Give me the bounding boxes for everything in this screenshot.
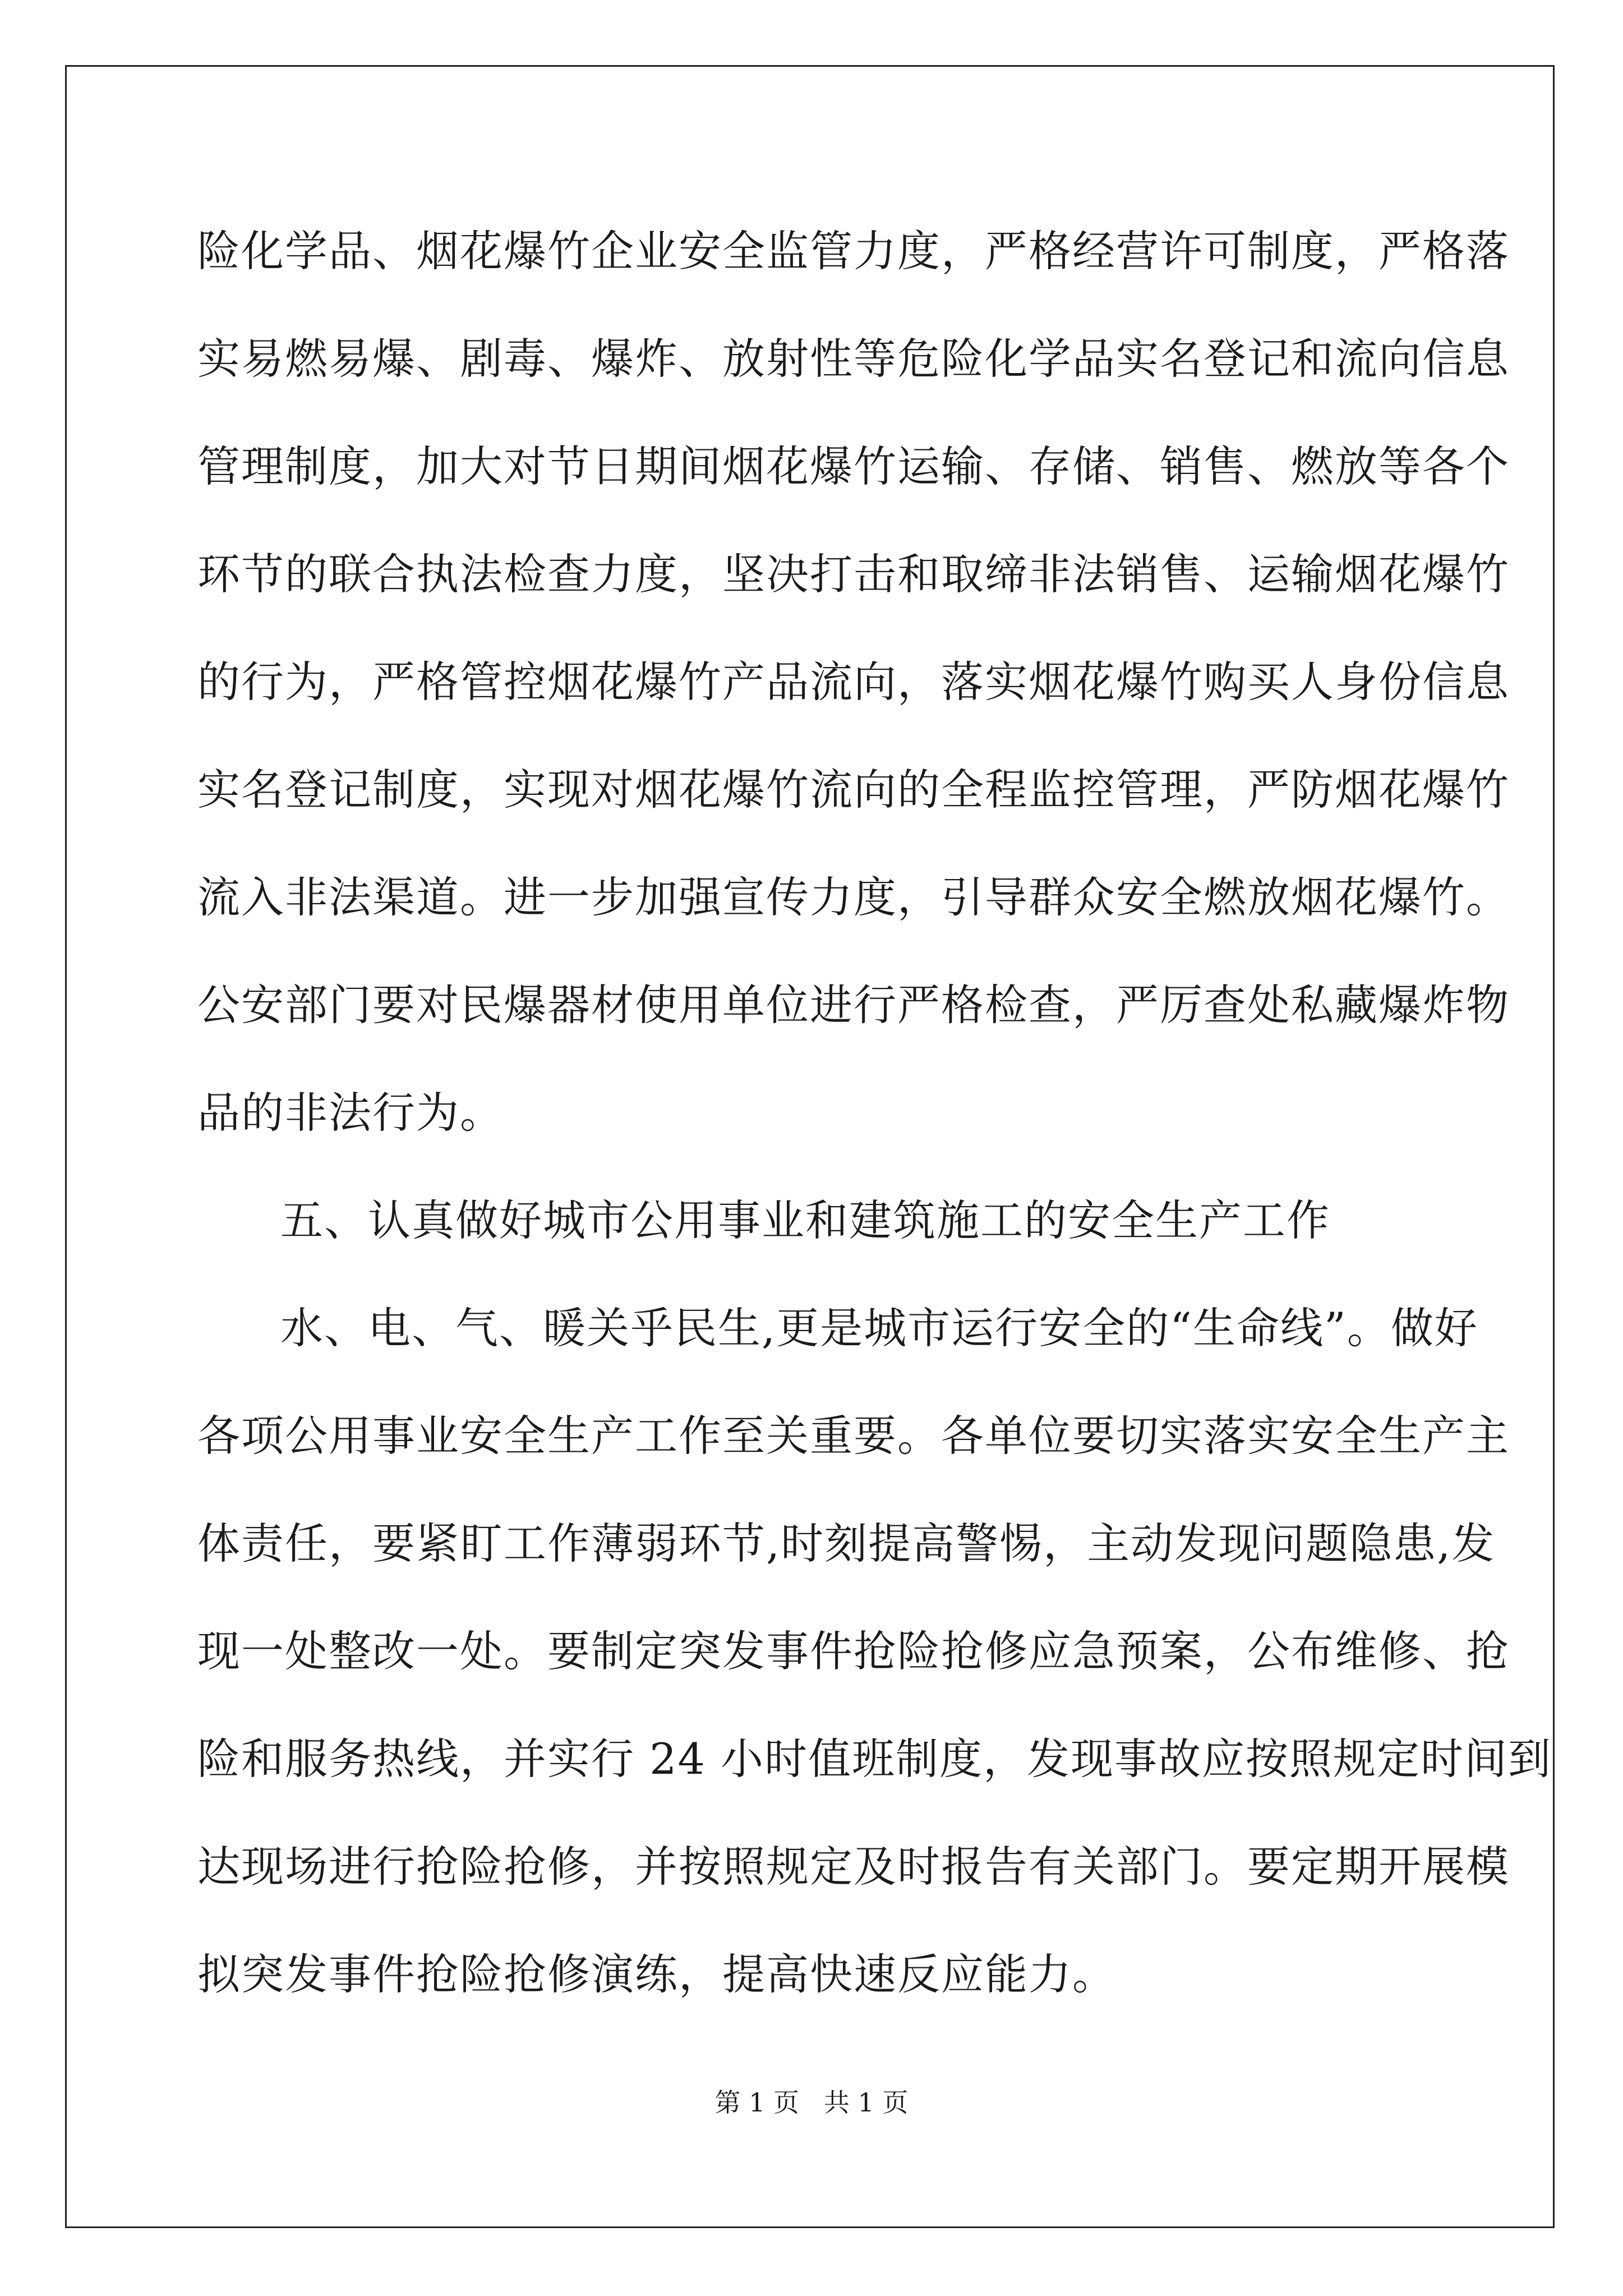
paragraph-line: 险化学品、烟花爆竹企业安全监管力度，严格经营许可制度，严格落: [197, 226, 1510, 276]
paragraph-line: 险和服务热线，并实行 24 小时值班制度，发现事故应按照规定时间到: [197, 1734, 1552, 1784]
paragraph-line: 现一处整改一处。要制定突发事件抢险抢修应急预案，公布维修、抢: [197, 1626, 1510, 1676]
page-number-footer: 第 1 页 共 1 页: [714, 2087, 909, 2118]
paragraph-line: 实名登记制度，实现对烟花爆竹流向的全程监控管理，严防烟花爆竹: [197, 765, 1510, 815]
paragraph-line: 管理制度，加大对节日期间烟花爆竹运输、存储、销售、燃放等各个: [197, 441, 1510, 491]
paragraph-line: 达现场进行抢险抢修，并按照规定及时报告有关部门。要定期开展模: [197, 1842, 1510, 1892]
paragraph-line: 流入非法渠道。进一步加强宣传力度，引导群众安全燃放烟花爆竹。: [197, 872, 1510, 922]
paragraph-line: 的行为，严格管控烟花爆竹产品流向，落实烟花爆竹购买人身份信息: [197, 657, 1510, 707]
paragraph-line: 体责任，要紧盯工作薄弱环节,时刻提高警惕，主动发现问题隐患,发: [197, 1519, 1496, 1568]
paragraph-line: 实易燃易爆、剧毒、爆炸、放射性等危险化学品实名登记和流向信息: [197, 334, 1510, 384]
section-heading: 五、认真做好城市公用事业和建筑施工的安全生产工作: [280, 1195, 1330, 1245]
paragraph-line: 水、电、气、暖关乎民生,更是城市运行安全的“生命线”。做好: [280, 1303, 1478, 1353]
paragraph-line: 环节的联合执法检查力度，坚决打击和取缔非法销售、运输烟花爆竹: [197, 549, 1510, 599]
page-border: [65, 65, 1555, 2228]
paragraph-line: 品的非法行为。: [197, 1088, 504, 1138]
paragraph-line: 各项公用事业安全生产工作至关重要。各单位要切实落实安全生产主: [197, 1411, 1510, 1461]
paragraph-line: 拟突发事件抢险抢修演练，提高快速反应能力。: [197, 1949, 1116, 1999]
paragraph-line: 公安部门要对民爆器材使用单位进行严格检查，严厉查处私藏爆炸物: [197, 980, 1510, 1030]
